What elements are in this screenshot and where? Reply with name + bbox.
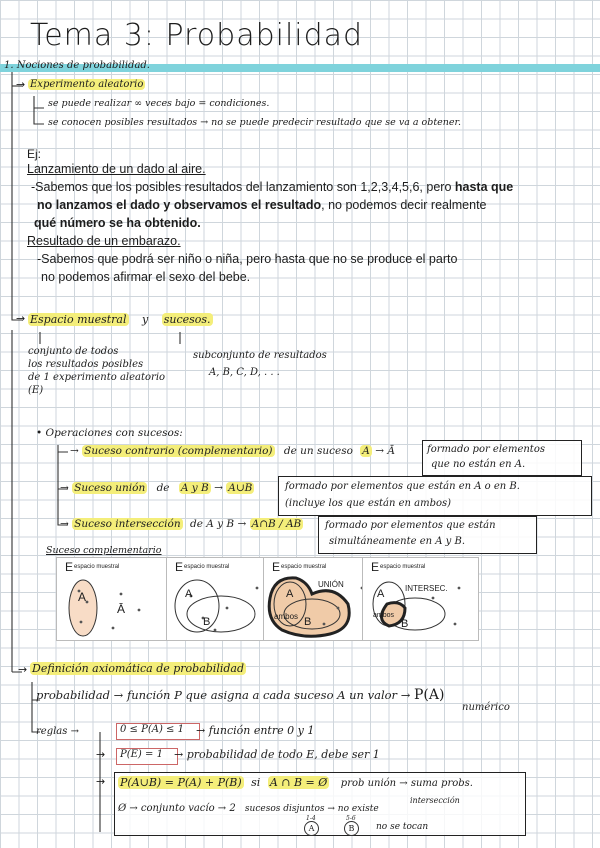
rule-3-line: P(A∪B) = P(A) + P(B) si A ∩ B = Ø prob unión → suma probs. xyxy=(120,776,473,789)
probabilidad-def: probabilidad → función P que asigna a cada suceso A un valor → P(A) xyxy=(36,687,445,703)
union-tag: UNIÓN xyxy=(318,580,344,589)
example-1-line-3: qué número se ha obtenido. xyxy=(34,216,201,230)
ambos-tag: ambos xyxy=(274,612,299,621)
experimento-label: Experimento aleatorio xyxy=(30,79,144,90)
probabilidad-numerico: numérico xyxy=(462,702,510,713)
arrow-icon: → xyxy=(16,78,26,91)
rule-1-box: 0 ≤ P(A) ≤ 1 xyxy=(116,723,200,740)
rule-3-sub-1: 1-4 xyxy=(306,815,316,822)
suceso-interseccion-row: → Suceso intersección de A y B → A∩B / AB xyxy=(60,518,302,530)
sample-space-label: E xyxy=(371,560,380,574)
experimento-bullet-2: se conocen posibles resultados → no se puede predecir resultado que se va a obtener. xyxy=(48,117,462,128)
section-heading: 1. Nociones de probabilidad. xyxy=(4,60,150,71)
set-b-label: B xyxy=(304,616,312,628)
suceso-contrario-row: → Suceso contrario (complementario) de un suceso A → Ā xyxy=(70,445,395,457)
union-definition-box: formado por elementos que están en A o en B. (incluye los que están en ambos) xyxy=(278,476,592,516)
sample-space-caption: espacio muestral xyxy=(281,564,327,570)
rule-3-no-se-tocan: no se tocan xyxy=(376,822,429,832)
example-2-line-1: -Sabemos que podrá ser niño o niña, pero hasta que no se produce el parto xyxy=(37,252,458,266)
reglas-label: reglas → xyxy=(36,726,79,737)
rule-1-desc: → función entre 0 y 1 xyxy=(196,724,315,737)
set-b-label: B xyxy=(401,618,409,630)
sample-space-label: E xyxy=(175,560,184,574)
sample-space-caption: espacio muestral xyxy=(74,564,120,570)
contrario-definition-box: formado por elementos que no están en A. xyxy=(422,440,582,476)
example-2-line-2: no podemos afirmar el sexo del bebe. xyxy=(41,270,251,284)
example-1-title: Lanzamiento de un dado al aire. xyxy=(27,162,206,176)
rule-3-inter-note: intersección xyxy=(410,796,460,805)
page-title: Tema 3: Probabilidad xyxy=(30,18,364,53)
example-1-line-2: no lanzamos el dado y observamos el resultado, no podemos decir realmente xyxy=(37,198,487,212)
suceso-union-row: → Suceso unión de A y B → A∪B xyxy=(60,482,253,494)
rule-2-desc: → probabilidad de todo E, debe ser 1 xyxy=(174,748,380,761)
sample-space-caption: espacio muestral xyxy=(380,564,426,570)
set-b-label: B xyxy=(203,616,211,628)
set-a-label: A xyxy=(377,588,385,600)
example-1-line-1: -Sabemos que los posibles resultados del lanzamiento son 1,2,3,4,5,6, pero hasta que xyxy=(31,180,514,194)
set-a-label: A xyxy=(185,588,193,600)
rule-2-box: P(E) = 1 xyxy=(116,748,178,765)
rule-3-circle-a: A xyxy=(304,821,319,836)
set-a-label: A xyxy=(78,590,87,604)
axiomatica-heading: Definición axiomática de probabilidad xyxy=(32,662,245,675)
arrow-icon: → xyxy=(96,775,106,788)
sample-space-label: E xyxy=(65,560,74,574)
diagram-caption: Suceso complementario xyxy=(46,545,162,556)
example-label: Ej: xyxy=(27,147,42,161)
espacio-def: conjunto de todos los resultados posibles de 1 experimento aleatorio (E) xyxy=(28,346,166,396)
rule-3-sub-2: 5-6 xyxy=(346,815,356,822)
arrow-icon: → xyxy=(16,312,26,325)
interseccion-definition-box: formado por elementos que están simultáneamente en A y B. xyxy=(318,516,537,554)
diagram-complementario xyxy=(56,557,173,641)
ambos-tag: ambos xyxy=(373,612,395,619)
sample-space-caption: espacio muestral xyxy=(184,564,230,570)
set-a-label: A xyxy=(286,588,294,600)
interseccion-tag: INTERSEC. xyxy=(405,584,448,593)
rule-3-circle-b: B xyxy=(344,821,359,836)
example-2-title: Resultado de un embarazo. xyxy=(27,234,181,248)
experimento-bullet-1: se puede realizar ∞ veces bajo = condiciones. xyxy=(48,98,270,109)
set-abar-label: Ā xyxy=(117,602,126,616)
rule-3-vacio: Ø → conjunto vacío → 2 sucesos disjuntos → no existe xyxy=(118,803,379,814)
espacio-muestral-heading: Espacio muestral y sucesos. xyxy=(30,313,211,326)
sucesos-def: subconjunto de resultados A, B, C, D, . . . xyxy=(193,350,327,378)
sample-space-label: E xyxy=(272,560,281,574)
operaciones-heading: • Operaciones con sucesos: xyxy=(36,427,183,439)
arrow-icon: → xyxy=(18,663,28,676)
arrow-icon: → xyxy=(96,748,106,761)
diagram-interseccion xyxy=(362,557,479,641)
